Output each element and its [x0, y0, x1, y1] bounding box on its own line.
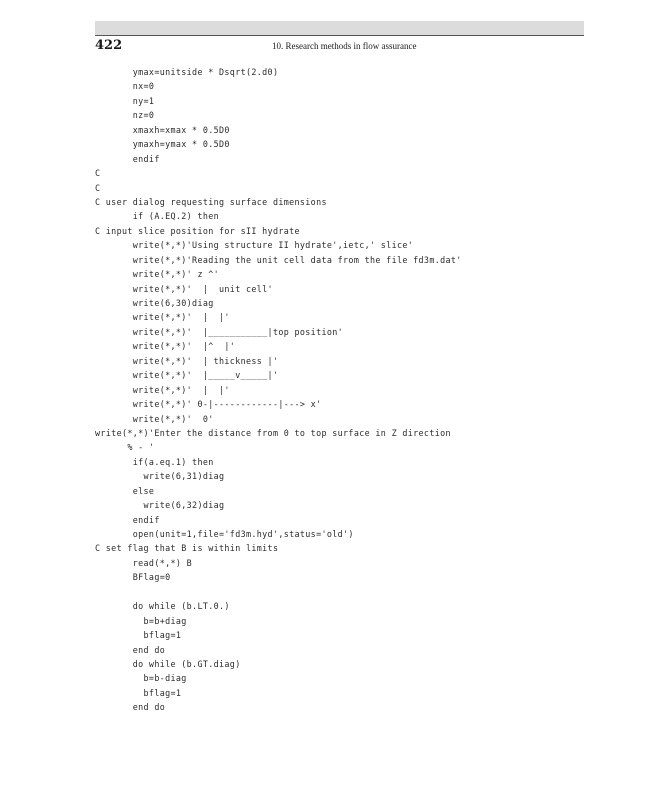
page-number: 422 — [95, 38, 123, 53]
header-band — [95, 21, 584, 35]
code-line: endif — [95, 514, 160, 525]
code-line: ymaxh=ymax * 0.5D0 — [95, 139, 230, 150]
code-line: if (A.EQ.2) then — [95, 211, 220, 222]
code-line: C user dialog requesting surface dimensions — [95, 196, 327, 207]
code-line: C — [95, 182, 101, 193]
code-line: write(*,*)' | |' — [95, 384, 230, 395]
code-line: write(*,*)' | unit cell' — [95, 283, 273, 294]
code-line: do while (b.LT.0.) — [95, 601, 230, 612]
header-rule — [95, 35, 584, 36]
code-line — [95, 585, 462, 599]
code-line: write(*,*)' |^ |' — [95, 341, 236, 352]
code-line: ny=1 — [95, 95, 155, 106]
code-line: open(unit=1,file='fd3m.hyd',status='old') — [95, 529, 354, 539]
code-line: write(6,30)diag — [95, 298, 214, 308]
code-line: endif — [95, 153, 160, 164]
code-line: end do — [95, 702, 166, 713]
code-line: write(*,*)'Using structure II hydrate',ietc,' slice' — [95, 240, 414, 251]
code-line: BFlag=0 — [95, 572, 171, 583]
code-line: bflag=1 — [95, 687, 182, 698]
code-line: b=b-diag — [95, 673, 187, 684]
code-line: write(*,*)' | |' — [95, 312, 230, 323]
code-line: % - ' — [95, 442, 155, 453]
code-line: if(a.eq.1) then — [95, 456, 214, 467]
code-line: C set flag that B is within limits — [95, 543, 279, 554]
code-line: write(*,*)'Enter the distance from 0 to top surface in Z direction — [95, 427, 451, 438]
code-line: bflag=1 — [95, 630, 182, 641]
code-line: write(*,*)' | thickness |' — [95, 355, 279, 366]
code-line: nx=0 — [95, 81, 155, 92]
code-line: xmaxh=xmax * 0.5D0 — [95, 124, 230, 135]
code-line: else — [95, 485, 155, 496]
code-line: write(*,*)' z ^' — [95, 269, 220, 280]
code-line: read(*,*) B — [95, 557, 193, 568]
code-line: write(*,*)' 0' — [95, 413, 214, 424]
running-head: 10. Research methods in flow assurance — [272, 41, 417, 51]
code-line: ymax=unitside * Dsqrt(2.d0) — [95, 67, 279, 77]
code-line: do while (b.GT.diag) — [95, 658, 241, 669]
code-line: write(*,*)' |___________|top position' — [95, 326, 344, 337]
code-line: C input slice position for sII hydrate — [95, 225, 300, 236]
code-line: write(6,32)diag — [95, 500, 225, 511]
code-line: nz=0 — [95, 110, 155, 121]
code-line: write(*,*)'Reading the unit cell data from the file fd3m.dat' — [95, 254, 462, 265]
code-line: end do — [95, 644, 166, 655]
code-line: write(*,*)' 0-|------------|---> x' — [95, 399, 322, 410]
code-line: write(6,31)diag — [95, 471, 225, 482]
code-line: write(*,*)' |_____v_____|' — [95, 370, 279, 381]
code-line: b=b+diag — [95, 615, 187, 626]
code-listing — [95, 65, 462, 715]
code-line: C — [95, 168, 101, 179]
